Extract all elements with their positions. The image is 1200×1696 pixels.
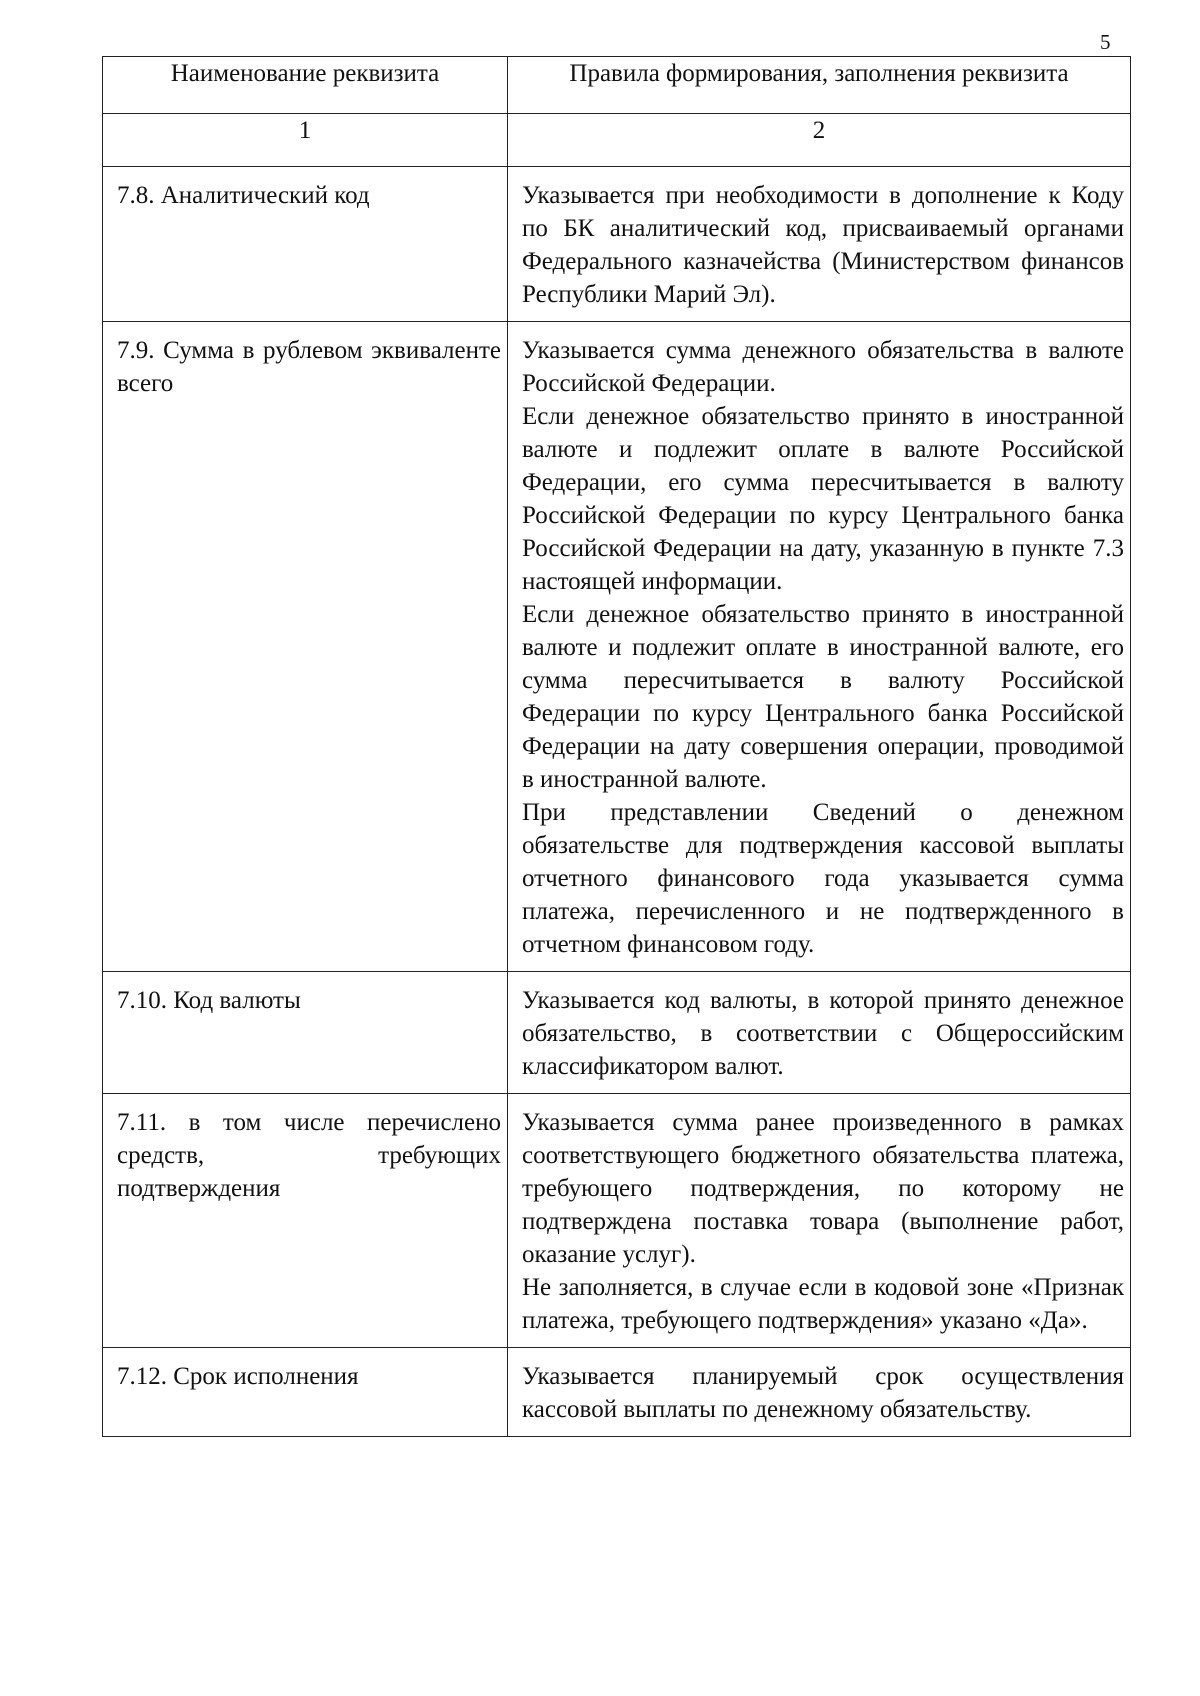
rule-paragraph: При представлении Сведений о денежном обязательстве для подтверждения кассовой выплаты отчетного финансового года указывается сумма платежа, перечисленного и не подтвержденного в отчетном финансовом году. xyxy=(522,799,1124,958)
requisite-rules xyxy=(508,972,1131,1094)
table-row xyxy=(103,972,1131,1094)
rule-paragraph: Указывается код валюты, в которой принято денежное обязательство, в соответствии с Общероссийским классификатором валют. xyxy=(522,987,1124,1080)
table-row xyxy=(103,1348,1131,1437)
requisite-rules xyxy=(508,1094,1131,1348)
table-row xyxy=(103,1094,1131,1348)
rule-paragraph: Не заполняется, в случае если в кодовой зоне «Признак платежа, требующего подтверждения» указано «Да». xyxy=(522,1274,1124,1334)
page-number: 5 xyxy=(1100,30,1111,54)
rule-paragraph: Если денежное обязательство принято в иностранной валюте и подлежит оплате в валюте Российской Федерации, его сумма пересчитывается в валюту Российской Федерации по курсу Центрального банка Российской Федерации на дату, указанную в пункте 7.3 настоящей информации. xyxy=(522,403,1124,595)
requisite-name: 7.11. в том числе перечислено средств, требующих подтверждения xyxy=(103,1094,508,1348)
requisite-name: 7.9. Сумма в рублевом эквиваленте всего xyxy=(103,322,508,972)
requisite-name: 7.10. Код валюты xyxy=(103,972,508,1094)
column-number-2: 2 xyxy=(508,114,1131,167)
rule-paragraph: Указывается сумма денежного обязательства в валюте Российской Федерации. xyxy=(522,337,1124,397)
requisite-name: 7.12. Срок исполнения xyxy=(103,1348,508,1437)
table-row xyxy=(103,322,1131,972)
header-rules: Правила формирования, заполнения реквизита xyxy=(508,57,1131,114)
rule-paragraph: Указывается сумма ранее произведенного в рамках соответствующего бюджетного обязательства платежа, требующего подтверждения, по которому не подтверждена поставка товара (выполнение работ, оказание услуг). xyxy=(522,1109,1124,1268)
rule-paragraph: Указывается планируемый срок осуществления кассовой выплаты по денежному обязательству. xyxy=(522,1363,1124,1423)
table-row xyxy=(103,167,1131,322)
requisite-rules xyxy=(508,322,1131,972)
requisite-rules xyxy=(508,1348,1131,1437)
requisite-rules xyxy=(508,167,1131,322)
rule-paragraph: Если денежное обязательство принято в иностранной валюте и подлежит оплате в иностранной валюте, его сумма пересчитывается в валюту Российской Федерации по курсу Центрального банка Российской Федерации на дату совершения операции, проводимой в иностранной валюте. xyxy=(522,601,1124,793)
requisites-table xyxy=(102,56,1131,1437)
column-number-1: 1 xyxy=(103,114,508,167)
rule-paragraph: Указывается при необходимости в дополнение к Коду по БК аналитический код, присваиваемый органами Федерального казначейства (Министерством финансов Республики Марий Эл). xyxy=(522,182,1124,308)
header-row xyxy=(103,57,1131,114)
header-name: Наименование реквизита xyxy=(103,57,508,114)
requisite-name: 7.8. Аналитический код xyxy=(103,167,508,322)
column-number-row xyxy=(103,114,1131,167)
